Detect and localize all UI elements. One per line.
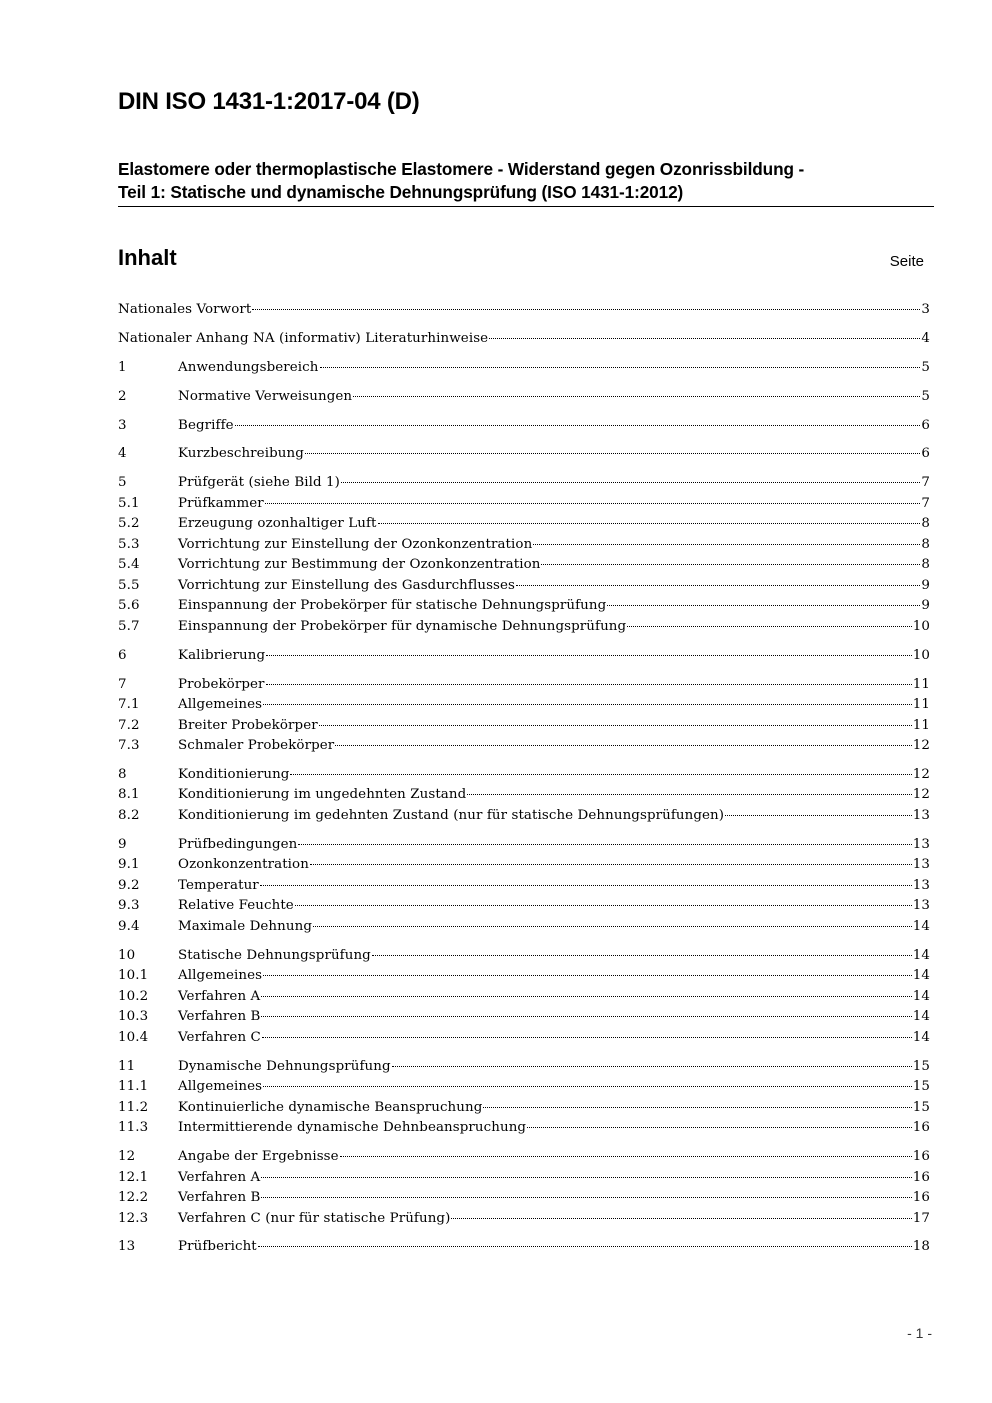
toc-entry-page: 9 bbox=[921, 578, 930, 593]
toc-dot-leader bbox=[467, 784, 911, 795]
toc-entry-number: 5.2 bbox=[118, 516, 140, 531]
toc-dot-leader bbox=[261, 1167, 911, 1178]
toc-entry-number: 12.1 bbox=[118, 1170, 149, 1185]
toc-entry-number: 12.3 bbox=[118, 1211, 149, 1226]
toc-entry[interactable] bbox=[118, 598, 930, 618]
toc-dot-leader bbox=[607, 595, 920, 606]
toc-entry-title: Erzeugung ozonhaltiger Luft bbox=[178, 516, 377, 531]
toc-entry-page: 5 bbox=[921, 389, 930, 404]
toc-entry-title: Verfahren A bbox=[178, 989, 261, 1004]
toc-dot-leader bbox=[527, 1117, 912, 1128]
toc-entry[interactable] bbox=[118, 648, 930, 668]
toc-entry-page: 17 bbox=[912, 1211, 930, 1226]
toc-entry-number: 10.4 bbox=[118, 1030, 149, 1045]
toc-dot-leader bbox=[266, 645, 912, 656]
toc-entry-number: 4 bbox=[118, 446, 127, 461]
toc-entry-title: Ozonkonzentration bbox=[178, 857, 309, 872]
toc-entry-title: Vorrichtung zur Einstellung des Gasdurchflusses bbox=[178, 578, 516, 593]
toc-entry-title: Allgemeines bbox=[178, 697, 263, 712]
toc-dot-leader bbox=[320, 357, 921, 368]
toc-entry[interactable] bbox=[118, 968, 930, 988]
toc-entry-number: 10.2 bbox=[118, 989, 149, 1004]
toc-entry-title: Allgemeines bbox=[178, 1079, 263, 1094]
toc-entry-title: Statische Dehnungsprüfung bbox=[178, 948, 371, 963]
toc-dot-leader bbox=[235, 415, 921, 426]
toc-entry-title: Allgemeines bbox=[178, 968, 263, 983]
toc-entry[interactable] bbox=[118, 697, 930, 717]
toc-dot-leader bbox=[298, 834, 911, 845]
toc-entry-title: Maximale Dehnung bbox=[178, 919, 313, 934]
toc-entry-page: 18 bbox=[912, 1239, 930, 1254]
toc-entry-number: 9 bbox=[118, 837, 127, 852]
toc-entry-page: 14 bbox=[912, 919, 930, 934]
toc-entry-title: Normative Verweisungen bbox=[178, 389, 353, 404]
toc-entry-page: 4 bbox=[921, 331, 930, 346]
toc-entry-title: Prüfkammer bbox=[178, 496, 264, 511]
toc-entry-page: 14 bbox=[912, 989, 930, 1004]
toc-entry-page: 7 bbox=[921, 496, 930, 511]
toc-entry-title: Verfahren A bbox=[178, 1170, 261, 1185]
toc-entry-page: 9 bbox=[921, 598, 930, 613]
toc-entry-number: 8.1 bbox=[118, 787, 140, 802]
toc-entry-page: 15 bbox=[912, 1059, 930, 1074]
toc-entry-page: 13 bbox=[912, 878, 930, 893]
toc-dot-leader bbox=[262, 1027, 912, 1038]
toc-dot-leader bbox=[252, 299, 920, 310]
toc-entry-number: 8.2 bbox=[118, 808, 140, 823]
toc-dot-leader bbox=[489, 328, 920, 339]
toc-dot-leader bbox=[353, 386, 920, 397]
toc-entry-number: 1 bbox=[118, 360, 127, 375]
toc-entry[interactable] bbox=[118, 1009, 930, 1029]
toc-dot-leader bbox=[516, 575, 920, 586]
toc-entry-title: Nationaler Anhang NA (informativ) Literaturhinweise bbox=[118, 331, 489, 346]
toc-dot-leader bbox=[261, 1187, 911, 1198]
toc-entry-title: Verfahren B bbox=[178, 1190, 261, 1205]
toc-dot-leader bbox=[263, 965, 912, 976]
toc-entry-title: Konditionierung bbox=[178, 767, 290, 782]
toc-dot-leader bbox=[261, 986, 911, 997]
toc-entry-page: 6 bbox=[921, 446, 930, 461]
toc-entry[interactable] bbox=[118, 808, 930, 828]
toc-entry[interactable] bbox=[118, 331, 930, 351]
toc-dot-leader bbox=[725, 805, 912, 816]
toc-entry-page: 15 bbox=[912, 1079, 930, 1094]
toc-entry-page: 15 bbox=[912, 1100, 930, 1115]
toc-dot-leader bbox=[340, 1146, 912, 1157]
toc-entry-number: 11 bbox=[118, 1059, 136, 1074]
toc-entry[interactable] bbox=[118, 1149, 930, 1169]
toc-entry-title: Vorrichtung zur Einstellung der Ozonkonzentration bbox=[178, 537, 533, 552]
toc-entry-number: 8 bbox=[118, 767, 127, 782]
toc-entry[interactable] bbox=[118, 516, 930, 536]
toc-entry-title: Begriffe bbox=[178, 418, 234, 433]
toc-entry[interactable] bbox=[118, 919, 930, 939]
toc-entry-page: 10 bbox=[912, 619, 930, 634]
toc-entry-page: 14 bbox=[912, 948, 930, 963]
toc-entry-title: Dynamische Dehnungsprüfung bbox=[178, 1059, 391, 1074]
toc-entry-page: 12 bbox=[912, 787, 930, 802]
toc-dot-leader bbox=[335, 735, 911, 746]
toc-entry-page: 13 bbox=[912, 808, 930, 823]
toc-dot-leader bbox=[263, 694, 912, 705]
toc-dot-leader bbox=[261, 1006, 911, 1017]
toc-entry-page: 11 bbox=[912, 718, 930, 733]
toc-entry-number: 5.7 bbox=[118, 619, 140, 634]
toc-entry-number: 5.4 bbox=[118, 557, 140, 572]
toc-entry-title: Verfahren B bbox=[178, 1009, 261, 1024]
toc-entry[interactable] bbox=[118, 418, 930, 438]
toc-entry[interactable] bbox=[118, 475, 930, 495]
subtitle-line-1: Elastomere oder thermoplastische Elastomere - Widerstand gegen Ozonrissbildung - bbox=[118, 159, 805, 179]
toc-entry-title: Kontinuierliche dynamische Beanspruchung bbox=[178, 1100, 483, 1115]
toc-entry-page: 11 bbox=[912, 677, 930, 692]
toc-dot-leader bbox=[310, 854, 912, 865]
toc-entry-page: 5 bbox=[921, 360, 930, 375]
toc-entry-number: 11.1 bbox=[118, 1079, 149, 1094]
toc-entry[interactable] bbox=[118, 787, 930, 807]
toc-entry-page: 8 bbox=[921, 516, 930, 531]
toc-entry-page: 16 bbox=[912, 1120, 930, 1135]
footer-page-number: - 1 - bbox=[907, 1325, 932, 1341]
toc-dot-leader bbox=[263, 1076, 912, 1087]
toc-entry-number: 5.1 bbox=[118, 496, 140, 511]
toc-entry-title: Temperatur bbox=[178, 878, 259, 893]
toc-entry[interactable] bbox=[118, 1239, 930, 1259]
document-id: DIN ISO 1431-1:2017-04 (D) bbox=[118, 88, 420, 115]
title-divider bbox=[118, 206, 934, 207]
toc-entry-number: 9.1 bbox=[118, 857, 140, 872]
toc-entry-title: Prüfbericht bbox=[178, 1239, 257, 1254]
toc-entry-number: 7.1 bbox=[118, 697, 140, 712]
toc-entry-page: 13 bbox=[912, 837, 930, 852]
toc-entry-number: 5.5 bbox=[118, 578, 140, 593]
toc-entry-page: 14 bbox=[912, 1009, 930, 1024]
toc-entry-page: 14 bbox=[912, 968, 930, 983]
toc-entry-number: 5 bbox=[118, 475, 127, 490]
toc-entry-number: 10.1 bbox=[118, 968, 149, 983]
toc-entry-number: 9.4 bbox=[118, 919, 140, 934]
toc-entry-title: Verfahren C bbox=[178, 1030, 261, 1045]
toc-entry-page: 6 bbox=[921, 418, 930, 433]
toc-entry-number: 11.3 bbox=[118, 1120, 149, 1135]
toc-entry-number: 9.3 bbox=[118, 898, 140, 913]
toc-entry-page: 13 bbox=[912, 857, 930, 872]
toc-entry[interactable] bbox=[118, 302, 930, 322]
toc-entry-page: 16 bbox=[912, 1149, 930, 1164]
toc-entry-title: Schmaler Probekörper bbox=[178, 738, 335, 753]
toc-entry-number: 12.2 bbox=[118, 1190, 149, 1205]
toc-entry-title: Anwendungsbereich bbox=[178, 360, 319, 375]
toc-entry-page: 10 bbox=[912, 648, 930, 663]
toc-entry-number: 7.2 bbox=[118, 718, 140, 733]
toc-entry-number: 6 bbox=[118, 648, 127, 663]
toc-entry[interactable] bbox=[118, 738, 930, 758]
toc-entry-page: 16 bbox=[912, 1190, 930, 1205]
toc-entry-title: Konditionierung im gedehnten Zustand (nur für statische Dehnungsprüfungen) bbox=[178, 808, 725, 823]
toc-entry[interactable] bbox=[118, 360, 930, 380]
toc-entry-page: 12 bbox=[912, 767, 930, 782]
toc-dot-leader bbox=[260, 875, 912, 886]
toc-entry-title: Konditionierung im ungedehnten Zustand bbox=[178, 787, 467, 802]
toc-dot-leader bbox=[265, 493, 921, 504]
toc-entry-title: Probekörper bbox=[178, 677, 265, 692]
toc-entry-page: 11 bbox=[912, 697, 930, 712]
toc-dot-leader bbox=[533, 534, 920, 545]
toc-entry[interactable] bbox=[118, 857, 930, 877]
toc-entry-number: 5.6 bbox=[118, 598, 140, 613]
toc-dot-leader bbox=[372, 945, 912, 956]
toc-entry-page: 3 bbox=[921, 302, 930, 317]
toc-dot-leader bbox=[392, 1056, 912, 1067]
toc-entry-page: 12 bbox=[912, 738, 930, 753]
toc-entry-title: Relative Feuchte bbox=[178, 898, 294, 913]
toc-heading: Inhalt bbox=[118, 245, 177, 270]
toc-entry-number: 12 bbox=[118, 1149, 136, 1164]
toc-entry-page: 13 bbox=[912, 898, 930, 913]
toc-dot-leader bbox=[295, 895, 912, 906]
toc-dot-leader bbox=[483, 1097, 911, 1108]
toc-entry-number: 7.3 bbox=[118, 738, 140, 753]
toc-entry-title: Vorrichtung zur Bestimmung der Ozonkonzentration bbox=[178, 557, 541, 572]
toc-dot-leader bbox=[313, 916, 912, 927]
document-subtitle bbox=[118, 158, 936, 204]
toc-entry[interactable] bbox=[118, 446, 930, 466]
toc-entry-page: 16 bbox=[912, 1170, 930, 1185]
toc-entry-number: 3 bbox=[118, 418, 127, 433]
toc-dot-leader bbox=[378, 513, 921, 524]
toc-entry-number: 11.2 bbox=[118, 1100, 149, 1115]
toc-entry[interactable] bbox=[118, 898, 930, 918]
toc-page-column-label: Seite bbox=[889, 253, 924, 270]
toc-entry-title: Angabe der Ergebnisse bbox=[178, 1149, 339, 1164]
toc-entry[interactable] bbox=[118, 389, 930, 409]
toc-dot-leader bbox=[266, 674, 912, 685]
toc-entry-number: 9.2 bbox=[118, 878, 140, 893]
toc-entry[interactable] bbox=[118, 619, 930, 639]
toc-entry-title: Einspannung der Probekörper für statische Dehnungsprüfung bbox=[178, 598, 607, 613]
toc-entry-page: 8 bbox=[921, 557, 930, 572]
toc-entry-number: 13 bbox=[118, 1239, 136, 1254]
toc-dot-leader bbox=[541, 554, 920, 565]
toc-entry-number: 2 bbox=[118, 389, 127, 404]
toc-entry[interactable] bbox=[118, 557, 930, 577]
toc-entry[interactable] bbox=[118, 1120, 930, 1140]
toc-dot-leader bbox=[305, 443, 920, 454]
toc-entry[interactable] bbox=[118, 1190, 930, 1210]
toc-entry-page: 8 bbox=[921, 537, 930, 552]
toc-entry-title: Einspannung der Probekörper für dynamische Dehnungsprüfung bbox=[178, 619, 627, 634]
toc-dot-leader bbox=[341, 472, 920, 483]
toc-dot-leader bbox=[319, 715, 912, 726]
toc-entry-number: 5.3 bbox=[118, 537, 140, 552]
subtitle-line-2: Teil 1: Statische und dynamische Dehnungsprüfung (ISO 1431-1:2012) bbox=[118, 182, 684, 202]
toc-entry[interactable] bbox=[118, 1079, 930, 1099]
toc-dot-leader bbox=[258, 1236, 912, 1247]
toc-entry-number: 10 bbox=[118, 948, 136, 963]
toc-entry[interactable] bbox=[118, 1211, 930, 1231]
toc-dot-leader bbox=[627, 616, 912, 627]
toc-dot-leader bbox=[290, 764, 911, 775]
toc-entry-page: 14 bbox=[912, 1030, 930, 1045]
toc-entry-title: Intermittierende dynamische Dehnbeanspruchung bbox=[178, 1120, 527, 1135]
toc-entry[interactable] bbox=[118, 1030, 930, 1050]
toc-entry-page: 7 bbox=[921, 475, 930, 490]
toc-entry-title: Prüfbedingungen bbox=[178, 837, 298, 852]
toc-entry-number: 10.3 bbox=[118, 1009, 149, 1024]
toc-entry-title: Breiter Probekörper bbox=[178, 718, 318, 733]
toc-dot-leader bbox=[451, 1208, 911, 1219]
toc-entry-title: Nationales Vorwort bbox=[118, 302, 252, 317]
toc-entry-title: Kalibrierung bbox=[178, 648, 266, 663]
toc-entry-title: Kurzbeschreibung bbox=[178, 446, 304, 461]
toc-entry-title: Prüfgerät (siehe Bild 1) bbox=[178, 475, 340, 490]
toc-entry-title: Verfahren C (nur für statische Prüfung) bbox=[178, 1211, 451, 1226]
toc-entry-number: 7 bbox=[118, 677, 127, 692]
